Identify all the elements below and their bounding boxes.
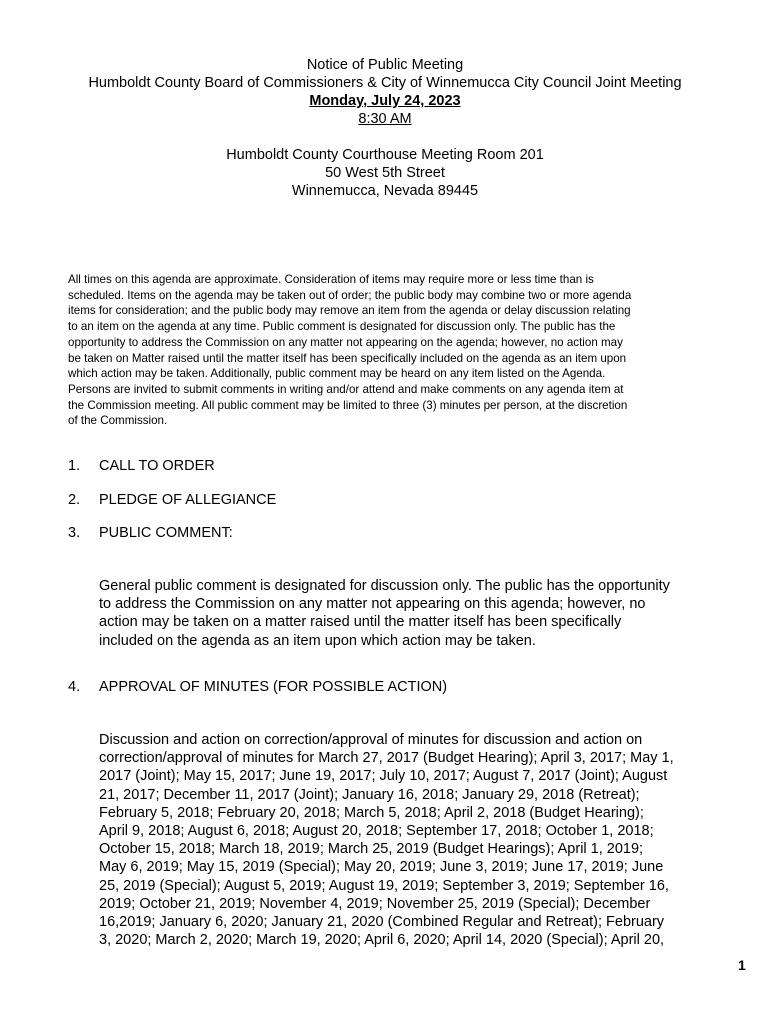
paragraph-line: April 9, 2018; August 6, 2018; August 20, 2018; September 17, 2018; October 1, 2018; (99, 823, 654, 840)
disclaimer-line: All times on this agenda are approximate. Consideration of items may require more or less time than is (68, 273, 594, 286)
paragraph-line: 21, 2017; December 11, 2017 (Joint); January 16, 2018; January 29, 2018 (Retreat); (99, 786, 640, 803)
paragraph-line: 2019; October 21, 2019; November 4, 2019; November 25, 2019 (Special); December (99, 895, 651, 912)
disclaimer-line: scheduled. Items on the agenda may be taken out of order; the public body may combine two or more agenda (68, 288, 632, 302)
notice-title: Notice of Public Meeting (306, 57, 464, 73)
paragraph-line: 2017 (Joint); May 15, 2017; June 19, 2017; July 10, 2017; August 7, 2017 (Joint); August (99, 768, 668, 785)
location-room: Humboldt County Courthouse Meeting Room 201 (226, 147, 544, 163)
agenda-item-label: PUBLIC COMMENT: (99, 525, 233, 541)
paragraph-line: General public comment is designated for discussion only. The public has the opportunity (99, 578, 670, 594)
agenda-item-number: 4. (68, 679, 81, 695)
meeting-body: Humboldt County Board of Commissioners & City of Winnemucca City Council Joint Meeting (88, 75, 682, 91)
paragraph-line: to address the Commission on any matter not appearing on this agenda; however, no (99, 596, 646, 613)
paragraph-line: 16,2019; January 6, 2020; January 21, 2020 (Combined Regular and Retreat); February (99, 914, 665, 931)
agenda-item-label: PLEDGE OF ALLEGIANCE (99, 492, 277, 508)
meeting-date: Monday, July 24, 2023 (309, 93, 461, 109)
paragraph-line: action may be taken on a matter raised until the matter itself has been specifically (99, 614, 622, 631)
agenda-item-label: APPROVAL OF MINUTES (FOR POSSIBLE ACTION) (99, 679, 448, 695)
paragraph-line: 3, 2020; March 2, 2020; March 19, 2020; April 6, 2020; April 14, 2020 (Special); April 20, (99, 932, 665, 949)
disclaimer-line: items for consideration; and the public body may remove an item from the agenda or delay discussion relating (68, 304, 631, 318)
paragraph-line: February 5, 2018; February 20, 2018; March 5, 2018; April 2, 2018 (Budget Hearing); (99, 804, 644, 821)
paragraph-line: included on the agenda as an item upon which action may be taken. (99, 632, 536, 649)
disclaimer-line: opportunity to address the Commission on any matter not appearing on the agenda; however, no action may (68, 335, 623, 349)
public-comment-text (99, 577, 709, 650)
agenda-item-call-to-order (68, 458, 215, 474)
agenda-item-number: 1. (68, 458, 81, 474)
meeting-time: 8:30 AM (358, 111, 412, 127)
disclaimer-line: be taken on Matter raised until the matter itself has been specifically included on the agenda as an item upon (68, 351, 627, 365)
paragraph-line: 25, 2019 (Special); August 5, 2019; August 19, 2019; September 3, 2019; September 16, (99, 877, 669, 894)
location-city: Winnemucca, Nevada 89445 (291, 183, 479, 199)
location-street: 50 West 5th Street (325, 165, 445, 181)
paragraph-line: October 15, 2018; March 18, 2019; March 25, 2019 (Budget Hearings); April 1, 2019; (99, 841, 644, 858)
agenda-disclaimer (68, 272, 708, 429)
agenda-item-pledge (68, 492, 276, 508)
meeting-header (0, 56, 770, 128)
disclaimer-line: which action may be taken. Additionally, public comment may be heard on any item listed on the Agenda. (68, 367, 606, 381)
agenda-item-public-comment (68, 525, 233, 541)
agenda-item-approval-of-minutes (68, 679, 447, 695)
meeting-location (0, 146, 770, 200)
paragraph-line: May 6, 2019; May 15, 2019 (Special); May 20, 2019; June 3, 2019; June 17, 2019; June (99, 859, 664, 876)
page-number: 1 (738, 957, 746, 973)
disclaimer-line: to an item on the agenda at any time. Public comment is designated for discussion only. The public has the (68, 320, 616, 334)
paragraph-line: Discussion and action on correction/approval of minutes for discussion and action on (99, 732, 643, 748)
disclaimer-line: Persons are invited to submit comments in writing and/or attend and make comments on any agenda item at (68, 382, 624, 396)
agenda-item-number: 3. (68, 525, 81, 541)
agenda-item-label: CALL TO ORDER (99, 458, 215, 474)
agenda-item-number: 2. (68, 492, 81, 508)
minutes-text (99, 731, 709, 949)
disclaimer-line: of the Commission. (68, 414, 168, 428)
paragraph-line: correction/approval of minutes for March 27, 2017 (Budget Hearing); April 3, 2017; May 1, (99, 750, 674, 767)
disclaimer-line: the Commission meeting. All public comment may be limited to three (3) minutes per person, at the discretion (68, 398, 628, 412)
